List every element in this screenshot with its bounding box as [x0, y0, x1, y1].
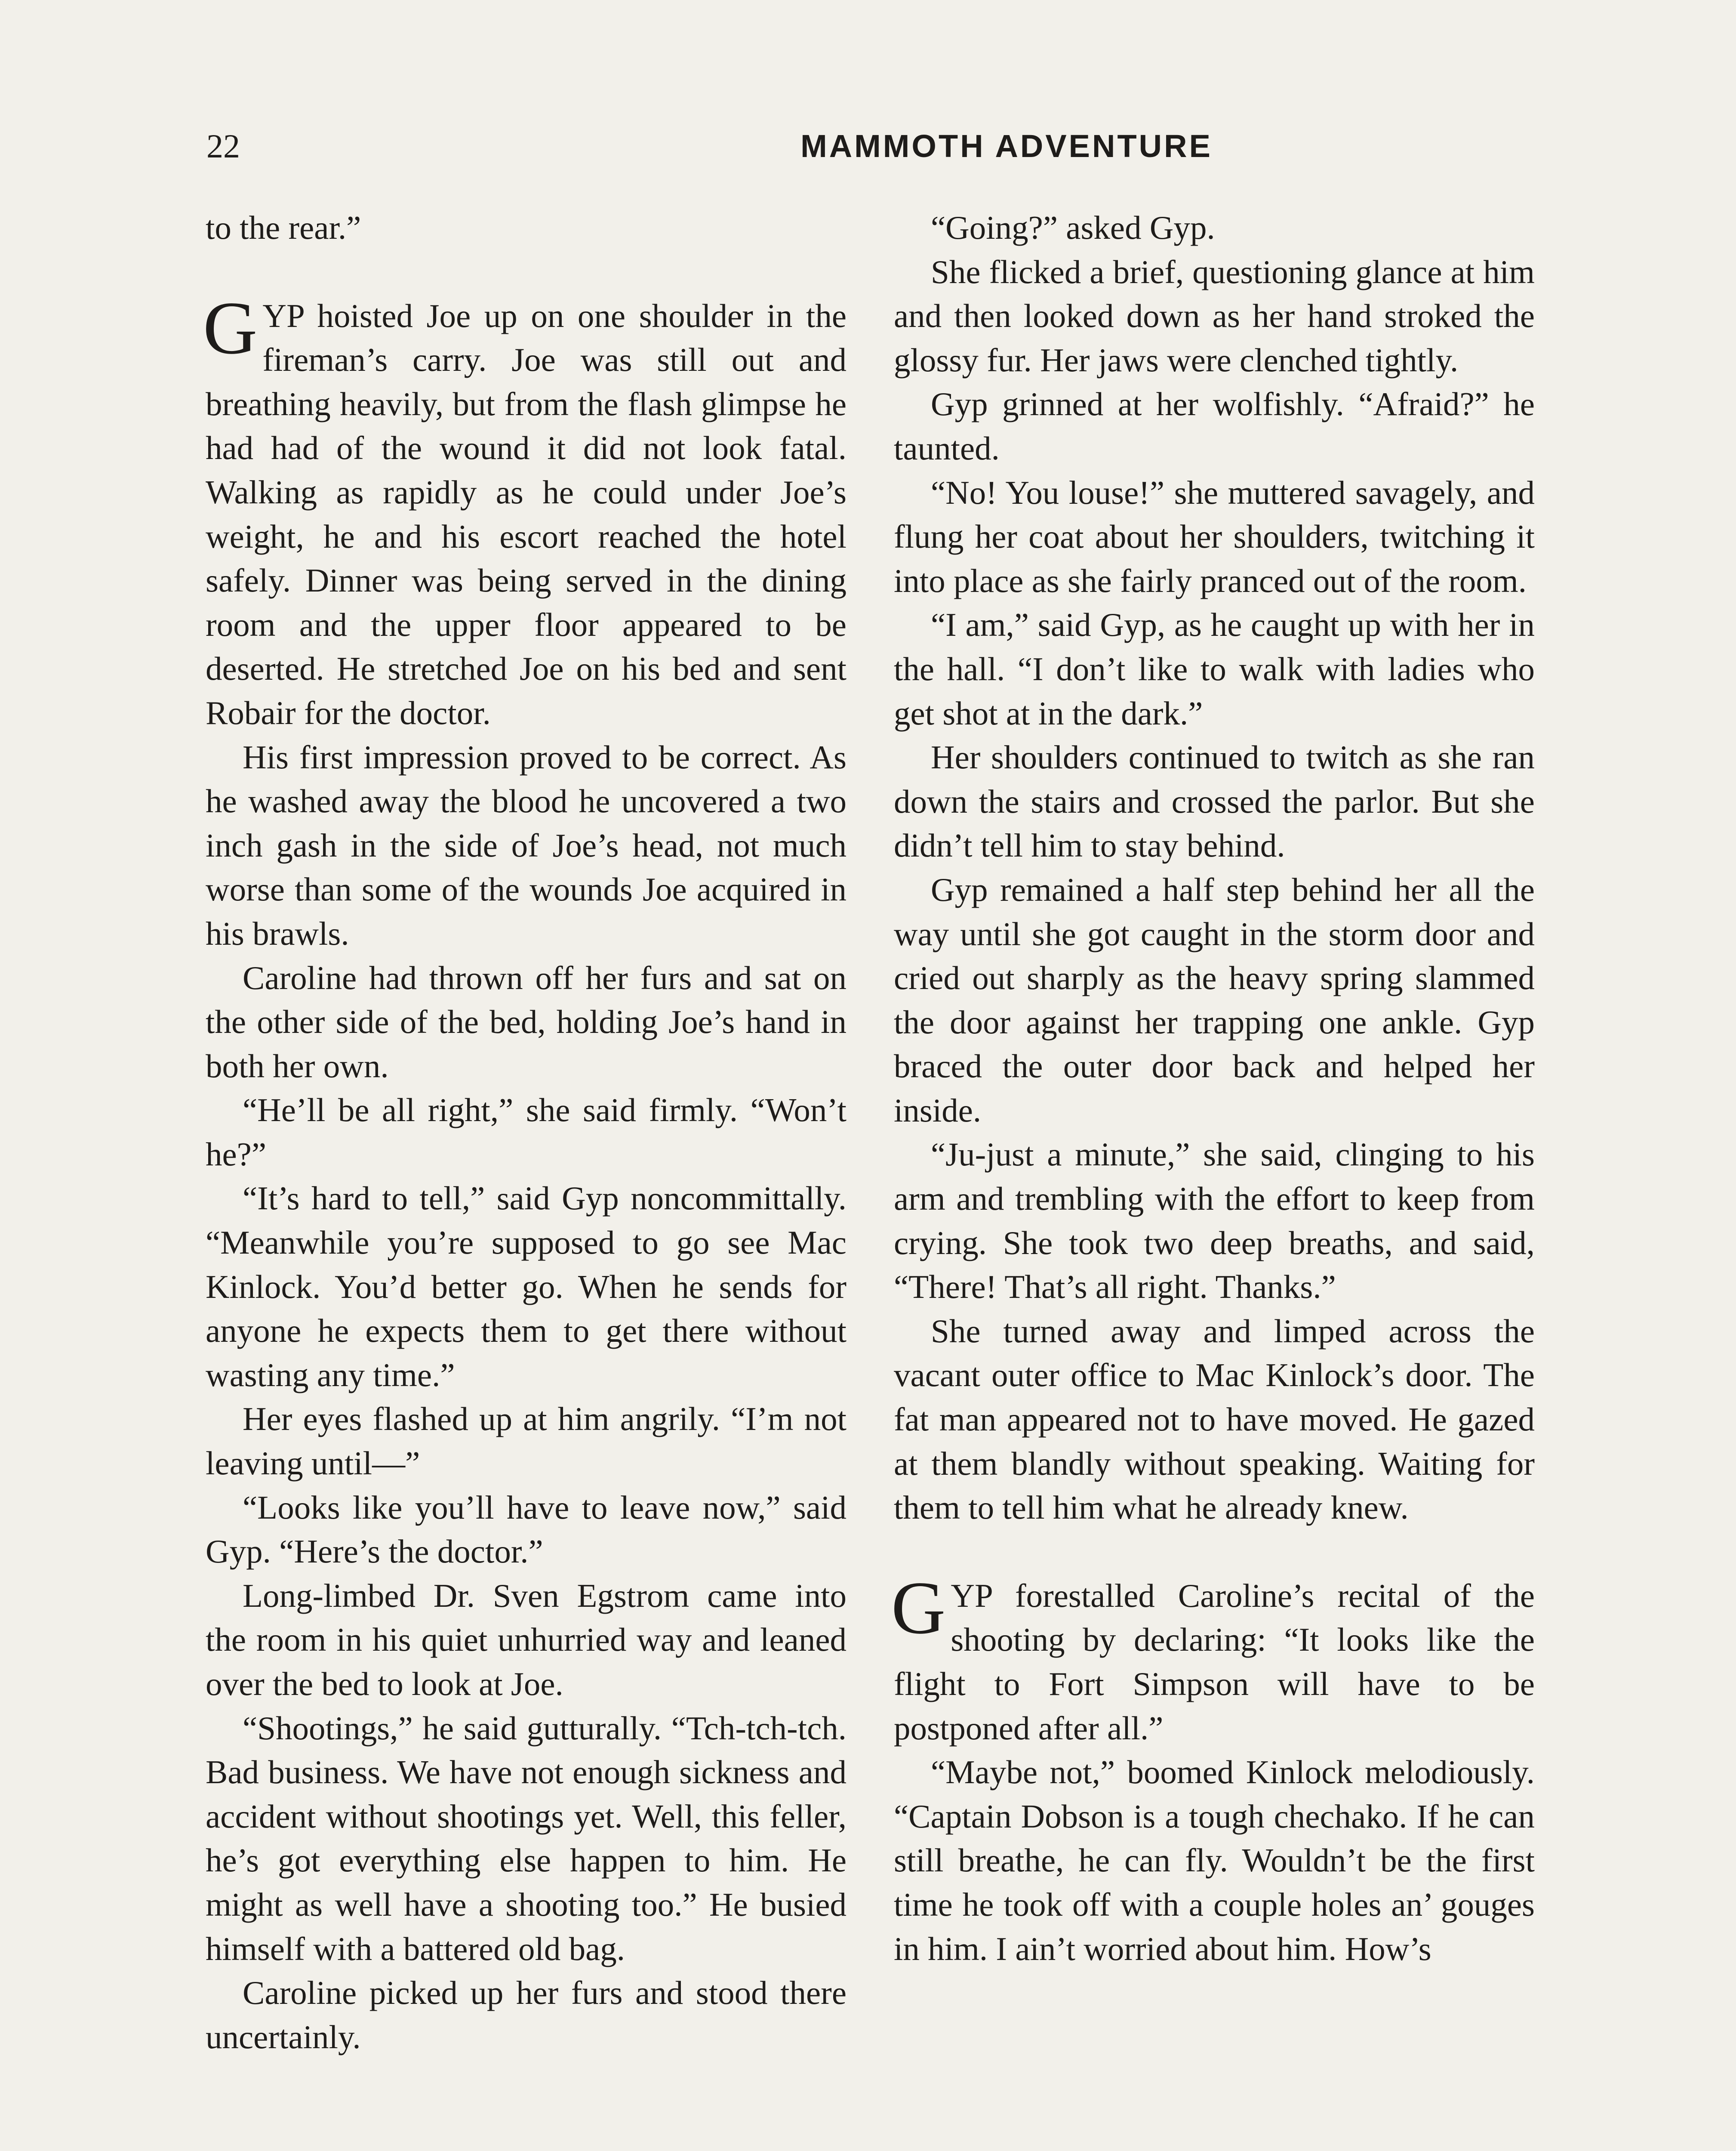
paragraph — [891, 1565, 1535, 1750]
paragraph-text: Her eyes flashed up at him angrily. “I’m not leaving until—” — [206, 1400, 846, 1482]
paragraph-text: His first impression proved to be correct. As he washed away the blood he uncovered a two inch gash in the side of Joe’s head, not much worse than some of the wounds Joe acquired in his brawls. — [206, 738, 846, 952]
paragraph-text: “Maybe not,” boomed Kinlock melodiously. “Captain Dobson is a tough chechako. If he can still breathe, he can fly. Wouldn’t be the first time he took off with a couple holes an’ gouges in him. I ain’t worried about him. How’s — [894, 1753, 1535, 1967]
paragraph-text: She turned away and limped across the vacant outer office to Mac Kinlock’s door. The fat man appeared not to have moved. He gazed at them blandly without speaking. Waiting for them to tell him what he already knew. — [894, 1312, 1535, 1526]
paragraph-text: “He’ll be all right,” she said firmly. “Won’t he?” — [206, 1091, 846, 1173]
paragraph-text: Gyp remained a half step behind her all the way until she got caught in the storm door and cried out sharply as the heavy spring slammed the door against her trapping one ankle. Gyp braced the outer door back and helped her inside. — [894, 871, 1535, 1129]
paragraph-text: She flicked a brief, questioning glance at him and then looked down as her hand stroked the glossy fur. Her jaws were clenched tightly. — [894, 253, 1535, 379]
page-header — [202, 120, 1544, 172]
paragraph — [894, 1750, 1535, 1971]
drop-cap: G — [203, 286, 258, 370]
paragraph-text: “Going?” asked Gyp. — [931, 209, 1215, 246]
paragraph-text: YP forestalled Caroline’s recital of the shooting by declaring: “It looks like the flight to Fort Simpson will have to be postponed after all.” — [894, 1577, 1535, 1747]
paragraph — [894, 1132, 1535, 1309]
paragraph-text: Caroline picked up her furs and stood there uncertainly. — [206, 1974, 846, 2055]
paragraph-text: “It’s hard to tell,” said Gyp noncommittally. “Meanwhile you’re supposed to go see Mac Kinlock. You’d better go. When he sends for anyone he expects them to get there without wasting any time.” — [206, 1180, 846, 1393]
paragraph — [203, 286, 846, 735]
running-title: MAMMOTH ADVENTURE — [800, 128, 1213, 164]
paragraph — [894, 382, 1535, 470]
page-number: 22 — [206, 127, 240, 165]
paragraph — [894, 603, 1535, 735]
paragraph — [894, 735, 1535, 868]
paragraph-text: Long-limbed Dr. Sven Egstrom came into the room in his quiet unhurried way and leaned over the bed to look at Joe. — [206, 1577, 846, 1702]
paragraph — [894, 868, 1535, 1133]
paragraph — [206, 206, 846, 250]
paragraph-text: “I am,” said Gyp, as he caught up with her in the hall. “I don’t like to walk with ladies who get shot at in the dark.” — [894, 606, 1535, 732]
left-text-column — [203, 206, 846, 2059]
paragraph — [206, 956, 846, 1088]
paragraph — [894, 471, 1535, 603]
paragraph — [206, 1574, 846, 1706]
paragraph-text: “Ju-just a minute,” she said, clinging to his arm and trembling with the effort to keep from crying. She took two deep breaths, and said, “There! That’s all right. Thanks.” — [894, 1136, 1535, 1306]
paragraph — [894, 206, 1535, 250]
right-text-column — [891, 206, 1535, 1971]
paragraph-text: “No! You louse!” she muttered savagely, and flung her coat about her shoulders, twitching it into place as she fairly pranced out of the room. — [894, 474, 1535, 599]
paragraph — [206, 1176, 846, 1397]
paragraph-text: to the rear.” — [206, 209, 361, 246]
paragraph — [206, 1971, 846, 2059]
paragraph — [206, 1485, 846, 1574]
paragraph-text: YP hoisted Joe up on one shoulder in the fireman’s carry. Joe was still out and breathing heavily, but from the flash glimpse he had had of the wound it did not look fatal. Walking as rapidly as he could under Joe’s weight, he and his escort reached the hotel safely. Dinner was being served in the dining room and the upper floor appeared to be deserted. He stretched Joe on his bed and sent Robair for the doctor. — [206, 297, 846, 731]
paragraph — [206, 1706, 846, 1971]
paragraph — [206, 1088, 846, 1176]
paragraph — [894, 1309, 1535, 1530]
paragraph-text: Caroline had thrown off her furs and sat on the other side of the bed, holding Joe’s hand in both her own. — [206, 959, 846, 1085]
paragraph-text: Her shoulders continued to twitch as she ran down the stairs and crossed the parlor. But she didn’t tell him to stay behind. — [894, 739, 1535, 864]
drop-cap: G — [891, 1565, 946, 1649]
paragraph — [206, 1397, 846, 1485]
paragraph-text: “Looks like you’ll have to leave now,” said Gyp. “Here’s the doctor.” — [206, 1488, 846, 1570]
paragraph — [894, 250, 1535, 382]
paragraph-text: “Shootings,” he said gutturally. “Tch-tch-tch. Bad business. We have not enough sickness and accident without shootings yet. Well, this feller, he’s got everything else happen to him. He might as well have a shooting too.” He busied himself with a battered old bag. — [206, 1709, 846, 1967]
paragraph-text: Gyp grinned at her wolfishly. “Afraid?” he taunted. — [894, 385, 1535, 467]
paragraph — [206, 735, 846, 956]
